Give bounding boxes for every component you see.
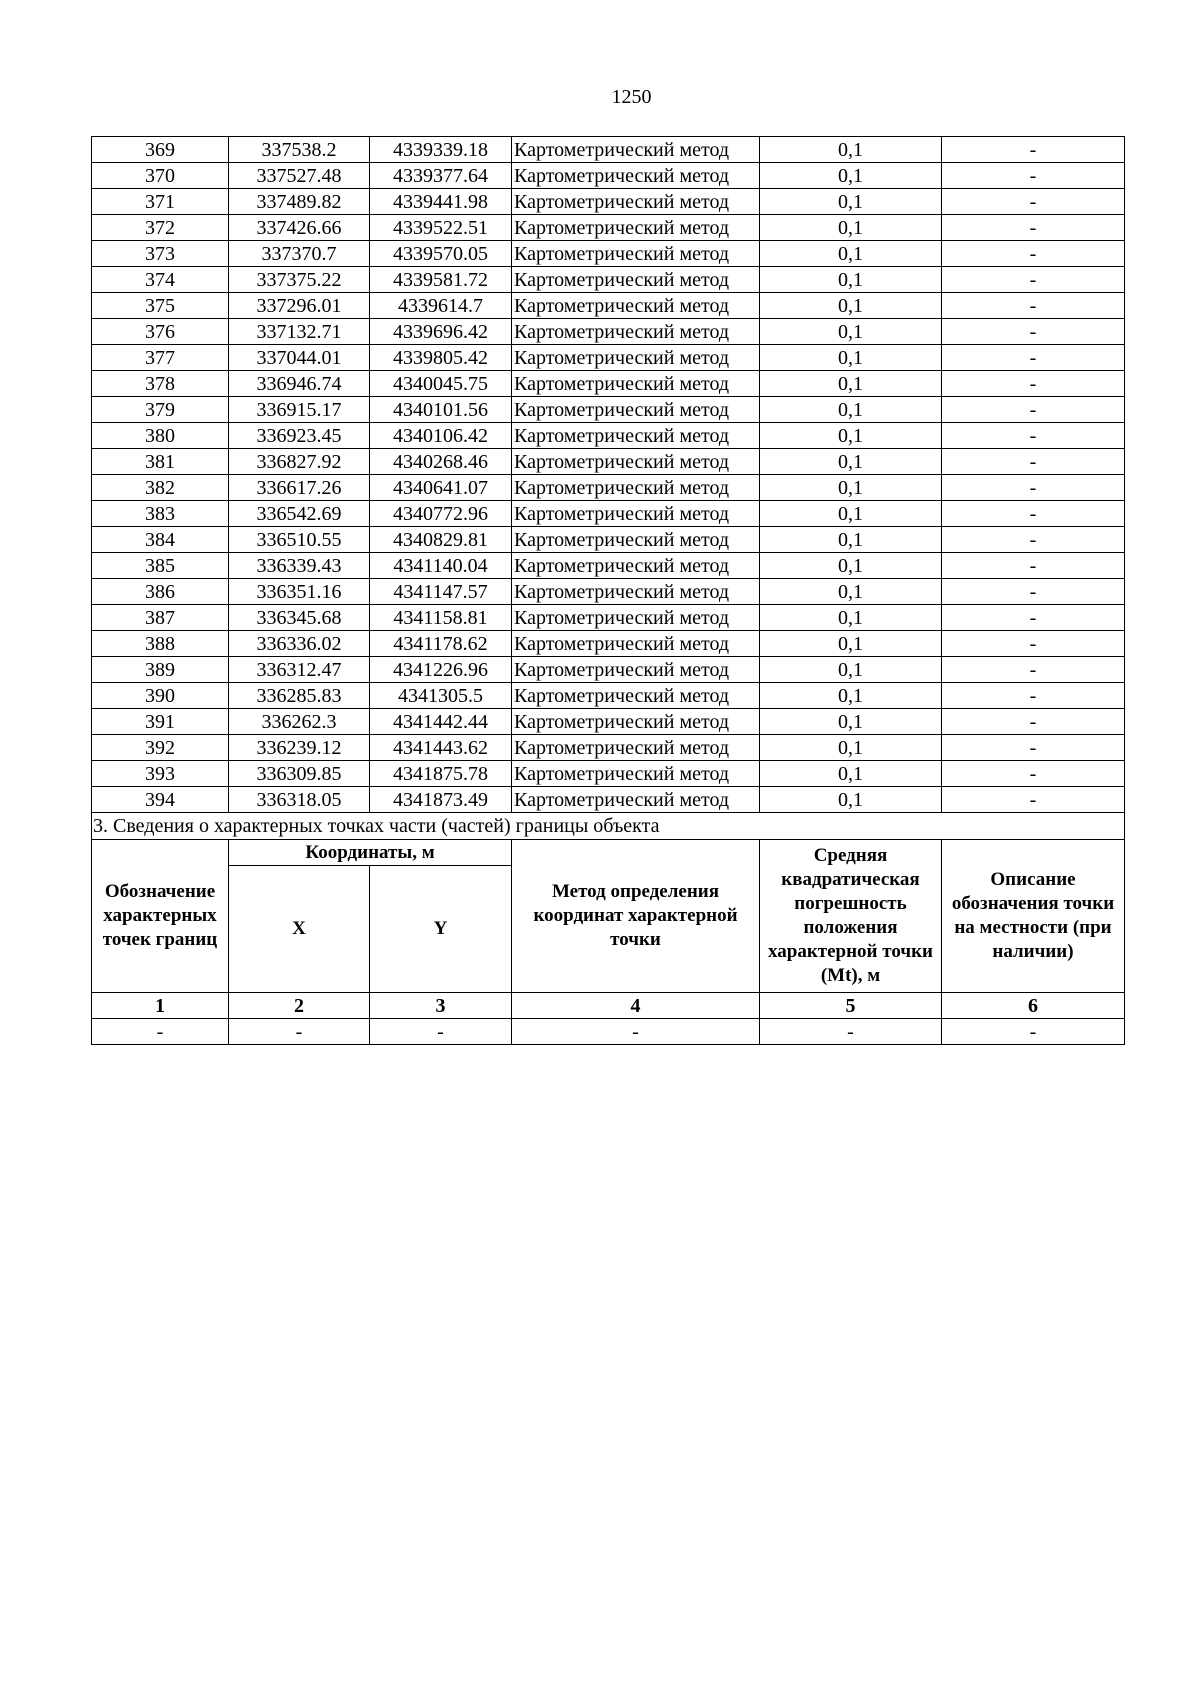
coord-y-cell: 4340772.96 [370,501,512,527]
mean-error-cell: 0,1 [760,371,942,397]
description-cell: - [942,371,1125,397]
description-cell: - [942,215,1125,241]
mean-error-cell: 0,1 [760,189,942,215]
coord-x-cell: 337375.22 [229,267,370,293]
boundary-points-rows [92,137,1125,813]
description-cell: - [942,423,1125,449]
mean-error-cell: 0,1 [760,761,942,787]
point-number-cell: 383 [92,501,229,527]
table-row [92,423,1125,449]
coord-x-cell: 336510.55 [229,527,370,553]
description-cell: - [942,267,1125,293]
point-number-cell: 391 [92,709,229,735]
coord-x-cell: 336827.92 [229,449,370,475]
description-cell: - [942,475,1125,501]
mean-error-cell: 0,1 [760,787,942,813]
mean-error-cell: 0,1 [760,267,942,293]
point-number-cell: 377 [92,345,229,371]
description-cell: - [942,345,1125,371]
method-cell: Картометрический метод [512,293,760,319]
point-number-cell: 374 [92,267,229,293]
coord-x-cell: 336339.43 [229,553,370,579]
coord-x-cell: 336309.85 [229,761,370,787]
coord-y-cell: 4340045.75 [370,371,512,397]
method-cell: Картометрический метод [512,787,760,813]
method-cell: Картометрический метод [512,579,760,605]
mean-error-cell: 0,1 [760,709,942,735]
header-method: Метод определения координат характерной точки [512,840,760,993]
method-cell: Картометрический метод [512,267,760,293]
table-row [92,215,1125,241]
mean-error-cell: 0,1 [760,475,942,501]
point-number-cell: 386 [92,579,229,605]
method-cell: Картометрический метод [512,397,760,423]
coord-x-cell: 337426.66 [229,215,370,241]
point-number-cell: 376 [92,319,229,345]
mean-error-cell: 0,1 [760,163,942,189]
point-number-cell: 387 [92,605,229,631]
coord-y-cell: 4339614.7 [370,293,512,319]
table-row [92,787,1125,813]
point-number-cell: 388 [92,631,229,657]
method-cell: Картометрический метод [512,241,760,267]
mean-error-cell: 0,1 [760,605,942,631]
point-number-cell: 378 [92,371,229,397]
table-row [92,501,1125,527]
table-row [92,189,1125,215]
column-number: 6 [942,993,1125,1019]
description-cell: - [942,709,1125,735]
description-cell: - [942,735,1125,761]
point-number-cell: 373 [92,241,229,267]
mean-error-cell: 0,1 [760,241,942,267]
coord-x-cell: 337370.7 [229,241,370,267]
description-cell: - [942,683,1125,709]
description-cell: - [942,189,1125,215]
mean-error-cell: 0,1 [760,137,942,163]
mean-error-cell: 0,1 [760,501,942,527]
section-3-title: 3. Сведения о характерных точках части (частей) границы объекта [92,813,1125,840]
description-cell: - [942,657,1125,683]
header-x: X [229,866,370,993]
point-number-cell: 381 [92,449,229,475]
table-row [92,293,1125,319]
table-row [92,709,1125,735]
description-cell: - [942,501,1125,527]
method-cell: Картометрический метод [512,189,760,215]
coord-y-cell: 4341178.62 [370,631,512,657]
coord-y-cell: 4341158.81 [370,605,512,631]
description-cell: - [942,579,1125,605]
coord-x-cell: 337296.01 [229,293,370,319]
method-cell: Картометрический метод [512,371,760,397]
mean-error-cell: 0,1 [760,735,942,761]
coord-x-cell: 336351.16 [229,579,370,605]
point-number-cell: 369 [92,137,229,163]
method-cell: Картометрический метод [512,345,760,371]
point-number-cell: 380 [92,423,229,449]
table-row [92,735,1125,761]
coord-y-cell: 4339377.64 [370,163,512,189]
description-cell: - [942,293,1125,319]
table-row [92,371,1125,397]
method-cell: Картометрический метод [512,449,760,475]
point-number-cell: 370 [92,163,229,189]
point-number-cell: 389 [92,657,229,683]
header-mean-error: Средняя квадратическая погрешность положения характерной точки (Mt), м [760,840,942,993]
description-cell: - [942,553,1125,579]
method-cell: Картометрический метод [512,631,760,657]
mean-error-cell: 0,1 [760,527,942,553]
mean-error-cell: 0,1 [760,579,942,605]
method-cell: Картометрический метод [512,319,760,345]
column-number: 3 [370,993,512,1019]
coord-x-cell: 336312.47 [229,657,370,683]
column-number: 1 [92,993,229,1019]
point-number-cell: 393 [92,761,229,787]
point-number-cell: 372 [92,215,229,241]
header-point-designation: Обозначение характерных точек границ [92,840,229,993]
table-row [92,683,1125,709]
description-cell: - [942,319,1125,345]
table-row [92,241,1125,267]
coord-y-cell: 4341147.57 [370,579,512,605]
empty-cell: - [512,1019,760,1045]
table-row [92,657,1125,683]
description-cell: - [942,163,1125,189]
method-cell: Картометрический метод [512,605,760,631]
description-cell: - [942,631,1125,657]
point-number-cell: 375 [92,293,229,319]
coord-y-cell: 4339570.05 [370,241,512,267]
coord-y-cell: 4340106.42 [370,423,512,449]
mean-error-cell: 0,1 [760,215,942,241]
point-number-cell: 392 [92,735,229,761]
coord-x-cell: 337044.01 [229,345,370,371]
header-y: Y [370,866,512,993]
method-cell: Картометрический метод [512,709,760,735]
coord-y-cell: 4339581.72 [370,267,512,293]
header-coordinates: Координаты, м [229,840,512,866]
coord-x-cell: 336336.02 [229,631,370,657]
coord-y-cell: 4340641.07 [370,475,512,501]
table-row [92,137,1125,163]
description-cell: - [942,449,1125,475]
method-cell: Картометрический метод [512,423,760,449]
coord-y-cell: 4341140.04 [370,553,512,579]
coord-x-cell: 337489.82 [229,189,370,215]
description-cell: - [942,241,1125,267]
empty-cell: - [229,1019,370,1045]
mean-error-cell: 0,1 [760,449,942,475]
table-row [92,527,1125,553]
coord-x-cell: 336946.74 [229,371,370,397]
header-description: Описание обозначения точки на местности (при наличии) [942,840,1125,993]
column-number: 2 [229,993,370,1019]
boundary-points-table [91,136,1125,1045]
mean-error-cell: 0,1 [760,397,942,423]
coord-y-cell: 4341226.96 [370,657,512,683]
table-row [92,345,1125,371]
method-cell: Картометрический метод [512,163,760,189]
coord-x-cell: 336318.05 [229,787,370,813]
coord-y-cell: 4340829.81 [370,527,512,553]
method-cell: Картометрический метод [512,657,760,683]
coord-x-cell: 336345.68 [229,605,370,631]
column-number: 5 [760,993,942,1019]
mean-error-cell: 0,1 [760,657,942,683]
coord-y-cell: 4339339.18 [370,137,512,163]
table-row [92,761,1125,787]
description-cell: - [942,787,1125,813]
coord-y-cell: 4339522.51 [370,215,512,241]
coord-y-cell: 4339805.42 [370,345,512,371]
method-cell: Картометрический метод [512,735,760,761]
method-cell: Картометрический метод [512,553,760,579]
mean-error-cell: 0,1 [760,423,942,449]
table-row [92,397,1125,423]
point-number-cell: 390 [92,683,229,709]
coord-y-cell: 4341442.44 [370,709,512,735]
point-number-cell: 384 [92,527,229,553]
method-cell: Картометрический метод [512,475,760,501]
coord-y-cell: 4340101.56 [370,397,512,423]
method-cell: Картометрический метод [512,683,760,709]
table-row [92,319,1125,345]
table-row [92,475,1125,501]
coord-x-cell: 336923.45 [229,423,370,449]
point-number-cell: 371 [92,189,229,215]
mean-error-cell: 0,1 [760,345,942,371]
coord-y-cell: 4341873.49 [370,787,512,813]
table-row [92,579,1125,605]
coord-x-cell: 336262.3 [229,709,370,735]
mean-error-cell: 0,1 [760,553,942,579]
empty-cell: - [92,1019,229,1045]
coord-y-cell: 4340268.46 [370,449,512,475]
coord-x-cell: 336617.26 [229,475,370,501]
coord-y-cell: 4339696.42 [370,319,512,345]
description-cell: - [942,605,1125,631]
coord-x-cell: 337527.48 [229,163,370,189]
coord-x-cell: 337132.71 [229,319,370,345]
description-cell: - [942,527,1125,553]
method-cell: Картометрический метод [512,215,760,241]
mean-error-cell: 0,1 [760,631,942,657]
point-number-cell: 382 [92,475,229,501]
mean-error-cell: 0,1 [760,293,942,319]
method-cell: Картометрический метод [512,527,760,553]
method-cell: Картометрический метод [512,501,760,527]
mean-error-cell: 0,1 [760,319,942,345]
coord-x-cell: 336542.69 [229,501,370,527]
description-cell: - [942,137,1125,163]
coord-y-cell: 4339441.98 [370,189,512,215]
table-row [92,631,1125,657]
column-number: 4 [512,993,760,1019]
description-cell: - [942,761,1125,787]
table-row [92,267,1125,293]
coord-y-cell: 4341305.5 [370,683,512,709]
coord-y-cell: 4341443.62 [370,735,512,761]
point-number-cell: 385 [92,553,229,579]
method-cell: Картометрический метод [512,137,760,163]
empty-cell: - [370,1019,512,1045]
coord-x-cell: 336915.17 [229,397,370,423]
page-number: 1250 [611,86,652,108]
method-cell: Картометрический метод [512,761,760,787]
table-row [92,553,1125,579]
coord-x-cell: 337538.2 [229,137,370,163]
table-row [92,605,1125,631]
empty-cell: - [942,1019,1125,1045]
point-number-cell: 379 [92,397,229,423]
coord-x-cell: 336285.83 [229,683,370,709]
empty-cell: - [760,1019,942,1045]
table-row [92,163,1125,189]
coord-x-cell: 336239.12 [229,735,370,761]
mean-error-cell: 0,1 [760,683,942,709]
table-row [92,449,1125,475]
coord-y-cell: 4341875.78 [370,761,512,787]
point-number-cell: 394 [92,787,229,813]
description-cell: - [942,397,1125,423]
